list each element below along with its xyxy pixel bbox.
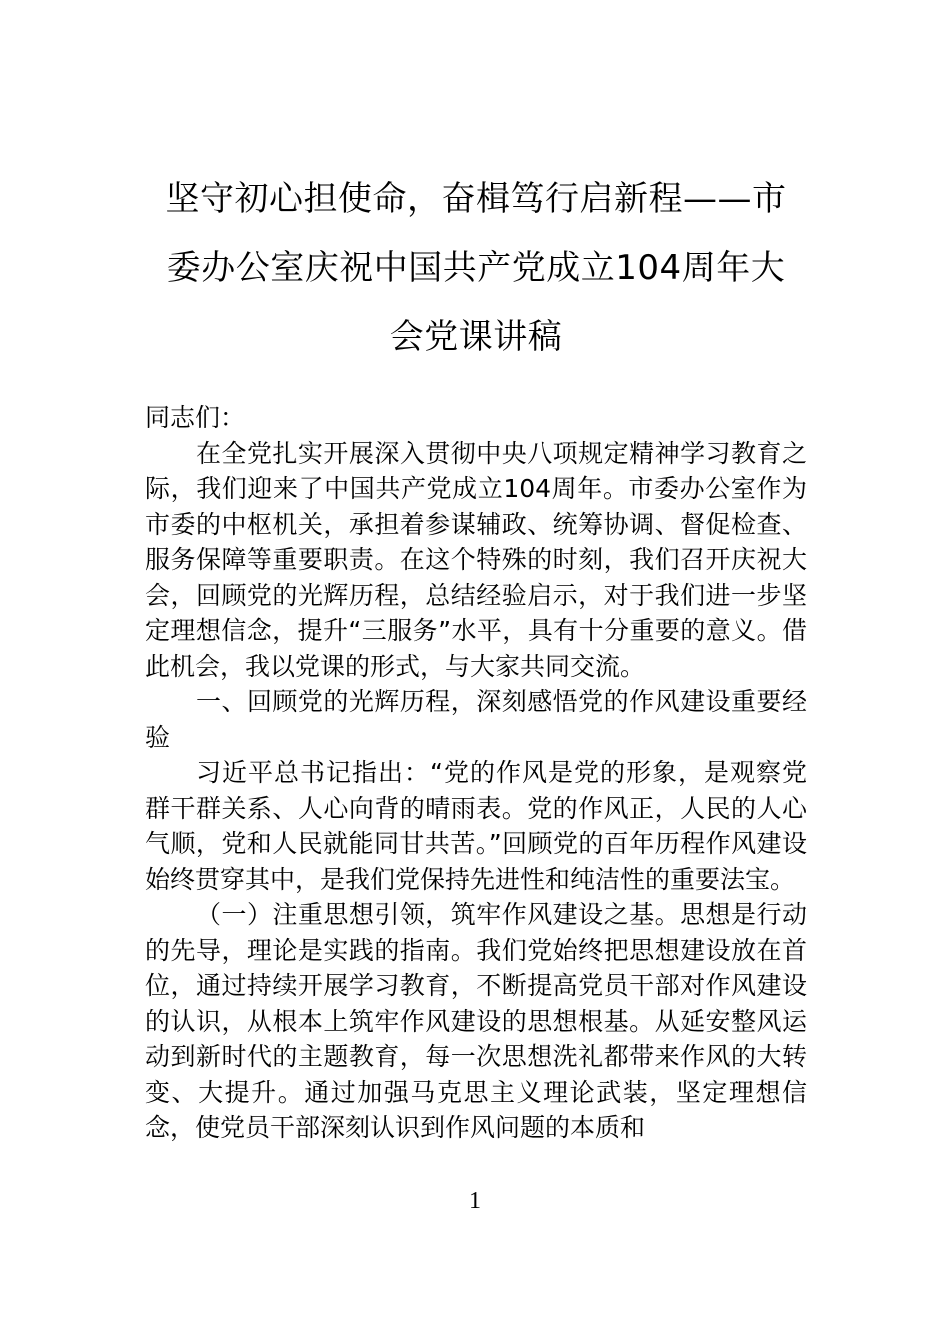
section-heading-1: 一、回顾党的光辉历程，深刻感悟党的作风建设重要经验: [145, 687, 807, 752]
paragraph-subsection-1: （一）注重思想引领，筑牢作风建设之基。思想是行动的先导，理论是实践的指南。我们党始终把思想建设放在首位，通过持续开展学习教育，不断提高党员干部对作风建设的认识，从根本上筑牢作风建设的思想根基。从延安整风运动到新时代的主题教育，每一次思想洗礼都带来作风的大转变、大提升。通过加强马克思主义理论武装，坚定理想信念，使党员干部深刻认识到作风问题的本质和: [145, 900, 807, 1142]
document-title: [145, 165, 807, 372]
paragraph-quote: 习近平总书记指出：“党的作风是党的形象，是观察党群干群关系、人心向背的晴雨表。党的作风正，人民的人心气顺，党和人民就能同甘共苦。”回顾党的百年历程作风建设始终贯穿其中，是我们党保持先进性和纯洁性的重要法宝。: [145, 758, 807, 894]
title-line-2: 委办公室庆祝中国共产党成立104周年大: [166, 248, 786, 288]
title-line-3: 会党课讲稿: [389, 317, 563, 357]
title-line-1: 坚守初心担使命，奋楫笃行启新程——市: [165, 179, 787, 219]
page-number: 1: [469, 1188, 481, 1214]
paragraph-intro: 在全党扎实开展深入贯彻中央八项规定精神学习教育之际，我们迎来了中国共产党成立104周年。市委办公室作为市委的中枢机关，承担着参谋辅政、统筹协调、督促检查、服务保障等重要职责。在这个特殊的时刻，我们召开庆祝大会，回顾党的光辉历程，总结经验启示，对于我们进一步坚定理想信念，提升“三服务”水平，具有十分重要的意义。借此机会，我以党课的形式，与大家共同交流。: [145, 438, 807, 681]
document-body: [145, 400, 807, 1146]
salutation: 同志们：: [145, 403, 246, 432]
